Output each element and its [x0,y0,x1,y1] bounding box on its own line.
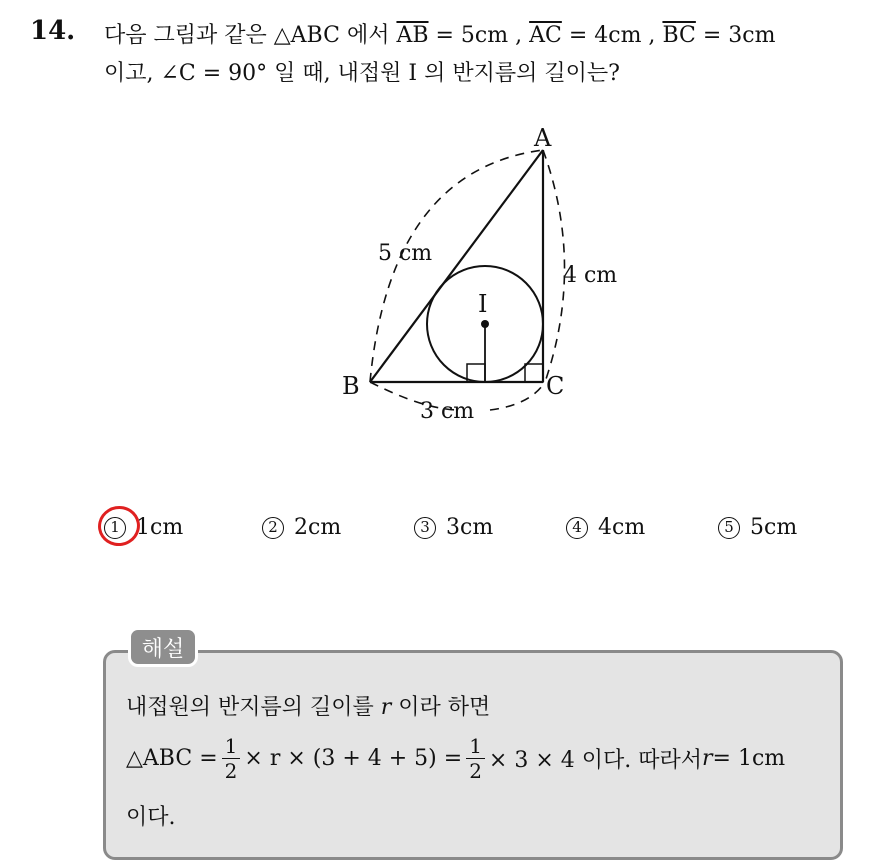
choice-text-4: 4cm [598,515,646,540]
fraction-denominator: 2 [224,758,238,783]
fraction-half-1 [222,734,241,783]
segment-ac: $\overline{AC}$ [529,23,562,48]
choice-text-5: 5cm [750,515,798,540]
choice-number-3: 3 [414,517,436,539]
equation-ac: = 4cm , [561,23,663,48]
solution-line-3: 이다. [126,805,176,830]
solution-var-r: r [380,695,392,720]
solution-line-1 [126,690,490,721]
triangle-figure [330,120,618,430]
choice-5[interactable] [718,515,797,540]
choice-3[interactable] [414,515,493,540]
question-line-2: 이고, ∠C = 90° 일 때, 내접원 I 의 반지름의 길이는? [104,61,620,86]
question-line-1 [104,18,775,49]
solution-middle-2: × 3 × 4 이다. 따라서 [488,747,703,773]
solution-middle-1: × r × (3 + 4 + 5) = [244,745,463,771]
solution-tag: 해설 [128,627,198,667]
solution-var-r-2: r [702,745,713,771]
equation-bc: = 3cm [695,23,776,48]
fraction-half-2 [466,734,485,783]
choice-text-2: 2cm [294,515,342,540]
solution-text-1b: 이라 하면 [391,695,491,720]
side-bc-length: 3 cm [420,399,475,424]
side-ac-length: 4 cm [563,263,618,288]
solution-text-1a: 내접원의 반지름의 길이를 [126,695,381,720]
choice-2[interactable] [262,515,341,540]
choice-number-5: 5 [718,517,740,539]
dashed-arc-ac [543,150,565,382]
vertex-c-label: C [546,372,565,400]
incenter-label: I [478,290,488,318]
choice-number-4: 4 [566,517,588,539]
answer-choices [104,515,824,551]
choice-text-1: 1cm [136,515,184,540]
choice-4[interactable] [566,515,645,540]
right-angle-mark-c [525,364,543,382]
choice-number-2: 2 [262,517,284,539]
vertex-b-label: B [342,372,360,400]
equation-ab: = 5cm , [428,23,530,48]
segment-ab: $\overline{AB}$ [396,23,429,48]
vertex-a-label: A [534,124,552,152]
solution-triangle-area: △ABC = [126,745,218,771]
choice-1[interactable] [104,515,183,540]
choice-text-3: 3cm [446,515,494,540]
question-number: 14. [30,16,76,46]
solution-line-2 [126,728,785,788]
fraction-numerator: 1 [222,734,241,759]
solution-result: = 1cm [712,745,786,771]
selected-answer-mark [95,503,143,550]
side-ab-length: 5 cm [378,241,433,266]
question-text-prefix: 다음 그림과 같은 △ABC 에서 [104,23,397,48]
segment-bc: $\overline{BC}$ [662,23,696,48]
fraction-numerator: 1 [466,734,485,759]
choice-number-1: 1 [104,517,126,539]
fraction-denominator: 2 [469,758,482,783]
